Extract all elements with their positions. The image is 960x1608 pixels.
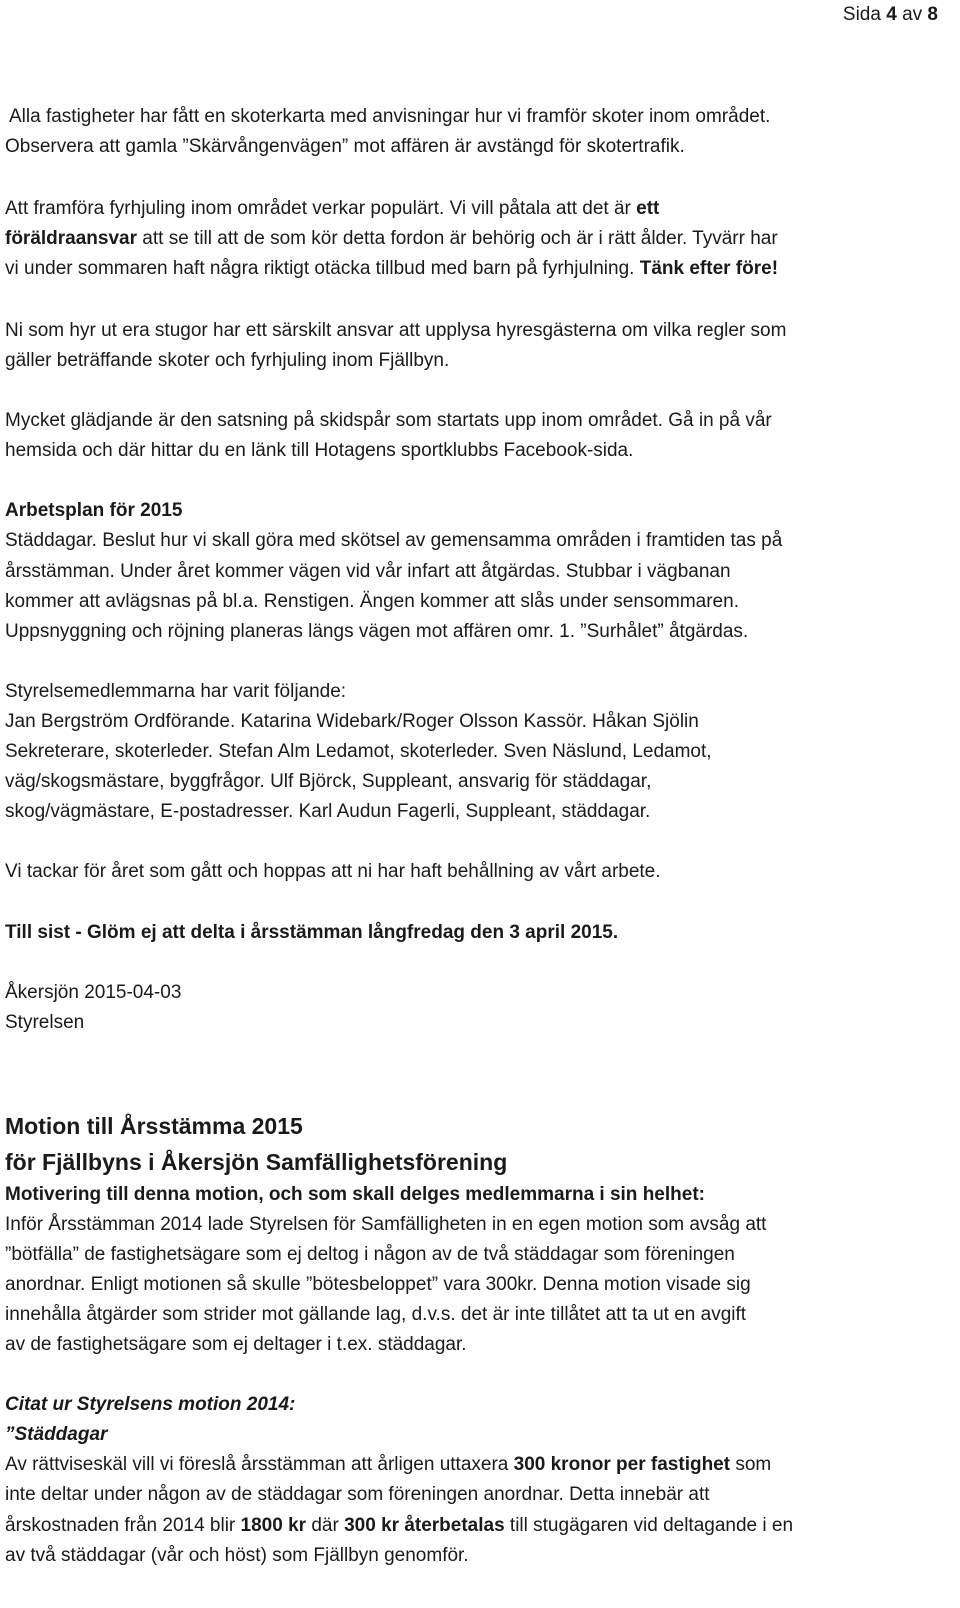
- text-run: till stugägaren vid deltagande i en: [504, 1515, 794, 1536]
- text-line: inte deltar under någon av de städdagar som föreningen anordnar. Detta innebär att: [5, 1484, 710, 1505]
- text-line: hemsida och där hittar du en länk till Hotagens sportklubbs Facebook-sida.: [5, 440, 634, 461]
- text-line: ”bötfälla” de fastighetsägare som ej deltog i någon av de två städdagar som föreningen: [5, 1244, 735, 1265]
- motion-intro: Motivering till denna motion, och som skall delges medlemmarna i sin helhet:: [5, 1184, 705, 1205]
- motion-title: Motion till Årsstämma 2015: [5, 1113, 303, 1139]
- text-run: Av rättviseskäl vill vi föreslå årsstämman att årligen uttaxera: [5, 1454, 514, 1475]
- motion-subtitle: för Fjällbyns i Åkersjön Samfällighetsförening: [5, 1149, 508, 1175]
- text-line: Inför Årsstämman 2014 lade Styrelsen för Samfälligheten in en egen motion som avsåg att: [5, 1214, 767, 1235]
- text-bold: 300 kr återbetalas: [344, 1515, 505, 1536]
- text-line: av två städdagar (vår och höst) som Fjällbyn genomför.: [5, 1545, 469, 1566]
- text-line: anordnar. Enligt motionen så skulle ”bötesbeloppet” vara 300kr. Denna motion visade sig: [5, 1274, 751, 1295]
- text-line: Uppsnyggning och röjning planeras längs vägen mot affären omr. 1. ”Surhålet” åtgärdas.: [5, 621, 749, 642]
- text-run: Att framföra fyrhjuling inom området verkar populärt. Vi vill påtala att det är: [5, 198, 637, 219]
- page-number-middle: av: [896, 4, 928, 25]
- text-bold: Tänk efter före!: [639, 258, 779, 279]
- text-run: som: [730, 1454, 772, 1475]
- text-line: Styrelsemedlemmarna har varit följande:: [5, 681, 347, 702]
- text-line: Mycket glädjande är den satsning på skidspår som startats upp inom området. Gå in på vår: [5, 410, 772, 431]
- page-number: [843, 4, 938, 26]
- text-bold: 1800 kr: [240, 1515, 307, 1536]
- quote-heading: Citat ur Styrelsens motion 2014:: [5, 1394, 296, 1415]
- quote-title: ”Städdagar: [5, 1424, 108, 1445]
- text-line: Alla fastigheter har fått en skoterkarta med anvisningar hur vi framför skoter inom området.: [9, 106, 771, 127]
- text-line: Ni som hyr ut era stugor har ett särskilt ansvar att upplysa hyresgästerna om vilka regler som: [5, 320, 787, 341]
- text-line: Sekreterare, skoterleder. Stefan Alm Ledamot, skoterleder. Sven Näslund, Ledamot,: [5, 741, 712, 762]
- text-line: [5, 228, 778, 250]
- section-heading: Arbetsplan för 2015: [5, 500, 183, 521]
- reminder-line: Till sist - Glöm ej att delta i årsstämman långfredag den 3 april 2015.: [5, 922, 619, 943]
- text-line: Städdagar. Beslut hur vi skall göra med skötsel av gemensamma områden i framtiden tas på: [5, 530, 783, 551]
- text-line: årsstämman. Under året kommer vägen vid vår infart att åtgärdas. Stubbar i vägbanan: [5, 561, 731, 582]
- text-line: av de fastighetsägare som ej deltager i t.ex. städdagar.: [5, 1334, 467, 1355]
- text-line: väg/skogsmästare, byggfrågor. Ulf Björck, Suppleant, ansvarig för städdagar,: [5, 771, 652, 792]
- text-line: [5, 198, 659, 220]
- text-run: vi under sommaren haft några riktigt otäcka tillbud med barn på fyrhjulning.: [5, 258, 640, 279]
- text-line: gäller beträffande skoter och fyrhjuling inom Fjällbyn.: [5, 350, 450, 371]
- text-line: Vi tackar för året som gått och hoppas att ni har haft behållning av vårt arbete.: [5, 861, 661, 882]
- text-run: årskostnaden från 2014 blir: [5, 1515, 241, 1536]
- text-line: kommer att avlägsnas på bl.a. Renstigen. Ängen kommer att slås under sensommaren.: [5, 591, 739, 612]
- text-run: där: [306, 1515, 345, 1536]
- page-number-prefix: Sida: [842, 4, 887, 25]
- signature-name: Styrelsen: [5, 1012, 85, 1033]
- page-number-current: 4: [886, 4, 897, 25]
- text-run: att se till att de som kör detta fordon är behörig och är i rätt ålder. Tyvärr har: [137, 228, 778, 249]
- text-line: innehålla åtgärder som strider mot gällande lag, d.v.s. det är inte tillåtet att ta ut en avgift: [5, 1304, 747, 1325]
- text-line: Observera att gamla ”Skärvångenvägen” mot affären är avstängd för skotertrafik.: [5, 136, 685, 157]
- text-line: Jan Bergström Ordförande. Katarina Widebark/Roger Olsson Kassör. Håkan Sjölin: [5, 711, 699, 732]
- text-line: [5, 1454, 771, 1476]
- text-bold: ett: [636, 198, 660, 219]
- text-line: [5, 1515, 793, 1537]
- text-line: [5, 258, 778, 280]
- text-bold: 300 kronor per fastighet: [513, 1454, 731, 1475]
- signature-date: Åkersjön 2015-04-03: [5, 982, 182, 1003]
- text-line: skog/vägmästare, E-postadresser. Karl Audun Fagerli, Suppleant, städdagar.: [5, 801, 651, 822]
- page-number-total: 8: [927, 4, 938, 25]
- text-bold: föräldraansvar: [5, 228, 138, 249]
